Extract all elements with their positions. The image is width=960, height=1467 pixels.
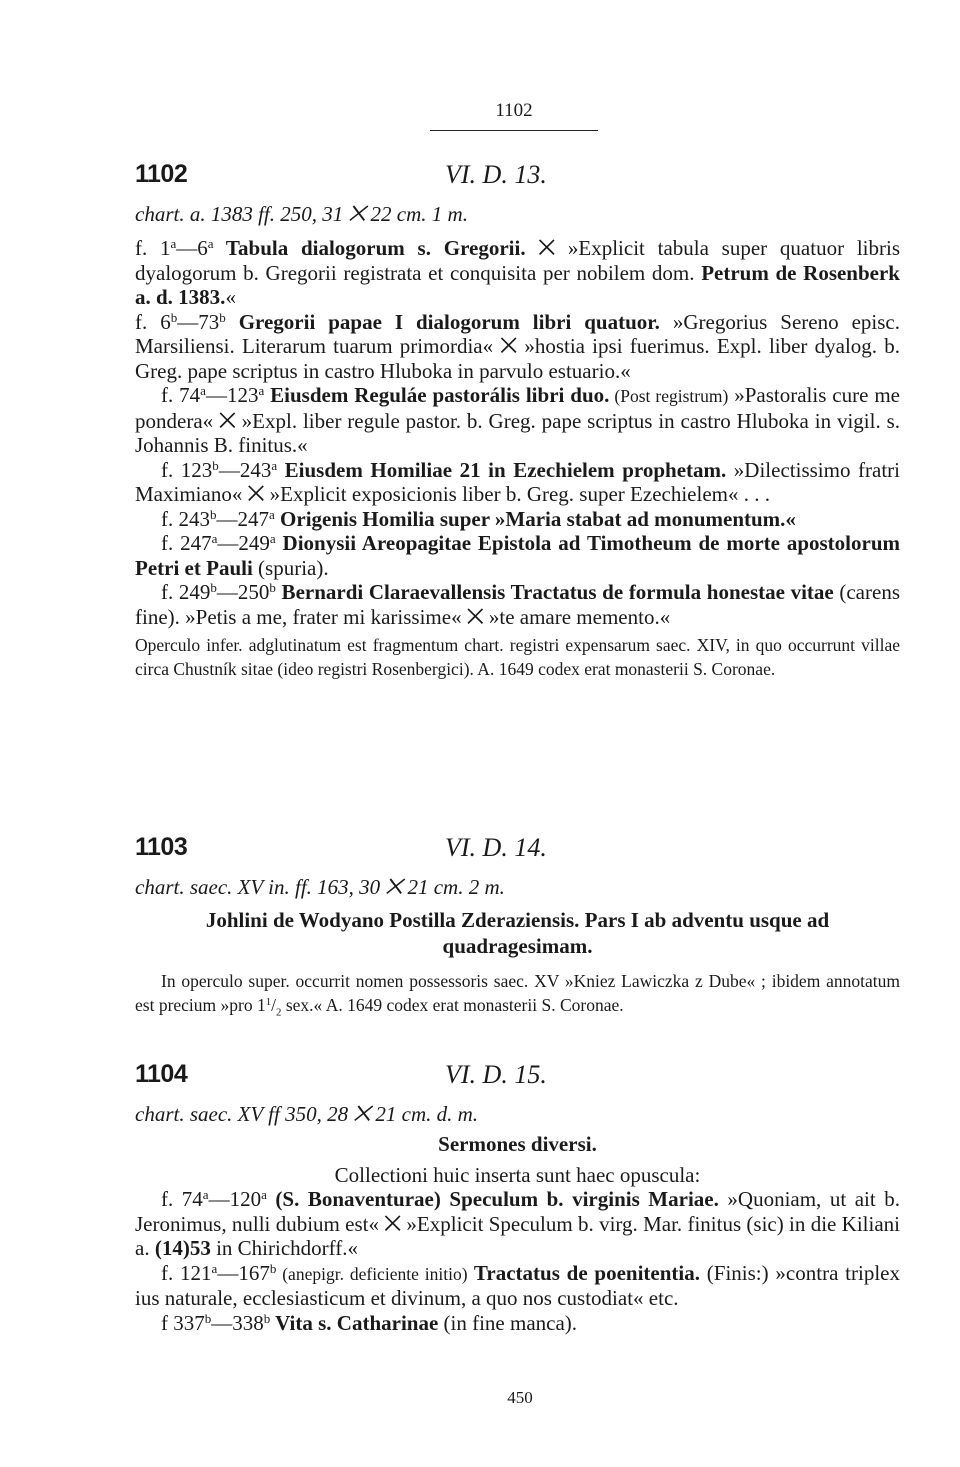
item-title: Vita s. Catharinae [270, 1310, 439, 1335]
item-title: Tractatus de poenitentia. [467, 1260, 701, 1285]
item-title: Gregorii papae I dialogorum libri quatuor. [225, 309, 660, 334]
collection-intro: Collectioni huic inserta sunt haec opuscula: [334, 1162, 701, 1187]
contents [135, 236, 900, 629]
content-item: f. 249$^b$—250$^b$ Bernardi Claraevallensis Tractatus de formula honestae vitae (carens fine). »Petis a me, frater mi karissime« ⨉ »te amare memento.« [135, 579, 900, 629]
entry-1103 [135, 833, 900, 1025]
codex-note: In operculo super. occurrit nomen possessoris saec. XV »Kniez Lawiczka z Dube« ; ibidem annotatum est precium »pro $1^1/_2$ sex.« A. 1649 codex erat monasterii S. Coronae. [135, 971, 900, 1019]
entry-1102 [135, 160, 900, 681]
codex-description: chart. saec. XV ff 350, 28 ⨉ 21 cm. d. m. [135, 1102, 479, 1126]
content-item: f. 243$^b$—247$^a$ Origenis Homilia super »Maria stabat ad monumentum.« [161, 506, 796, 531]
item-title: Dionysii Areopagitae Epistola ad Timotheum de morte apostolorum Petri et Pauli [135, 531, 901, 580]
codex-description: chart. saec. XV in. ff. 163, 30 ⨉ 21 cm. 2 m. [135, 875, 505, 899]
content-item: f 337$^b$—338$^b$ Vita s. Catharinae (in fine manca). [161, 1310, 578, 1335]
item-title: Eiusdem Homiliae 21 in Ezechielem prophetam. [277, 457, 727, 482]
content-item: f. 74$^a$—120$^a$ (S. Bonaventurae) Speculum b. virginis Mariae. »Quoniam, ut ait b. Jeronimus, nulli dubium est« ⨉ »Explicit Speculum b. virg. Mar. finitus (sic) in die Kiliani a. (14)53 in Chirichdorff.« [135, 1186, 900, 1260]
entry-header [135, 1060, 900, 1100]
entry-number: 1103 [135, 833, 188, 861]
shelfmark: VI. D. 13. [445, 160, 547, 189]
item-title: Eiusdem Reguláe pastorális libri duo. [264, 383, 610, 407]
content-item: f. 247$^a$—249$^a$ Dionysii Areopagitae Epistola ad Timotheum de morte apostolorum Petri et Pauli (spuria). [135, 530, 901, 580]
work-title: Sermones diversi. [438, 1132, 597, 1156]
page-number: 450 [507, 1388, 533, 1407]
item-title: (S. Bonaventurae) Speculum b. virginis Mariae. [266, 1187, 719, 1211]
item-title: Tabula dialogorum s. Gregorii. [213, 236, 526, 260]
content-item: f. 6$^b$—73$^b$ Gregorii papae I dialogorum libri quatuor. »Gregorius Sereno episc. Marsiliensi. Literarum tuarum primordia« ⨉ »hostia ipsi fuerimus. Expl. liber dyalog. b. Greg. pape scriptus in castro Hluboka in parvulo estuario.« [135, 309, 900, 383]
work-title: Johlini de Wodyano Postilla Zderaziensis. Pars I ab adventu usque ad quadragesimam. [205, 908, 830, 958]
content-item: f. 121$^a$—167$^b$ (anepigr. deficiente initio) Tractatus de poenitentia. (Finis:) »contra triplex ius naturale, ecclesiasticum et divinum, a quo nos custodiat« etc. [135, 1260, 900, 1310]
codex-description: chart. a. 1383 ff. 250, 31 ⨉ 22 cm. 1 m. [135, 202, 468, 226]
codex-note: Operculo infer. adglutinatum est fragmentum chart. registri expensarum saec. XIV, in quo occurrunt villae circa Chustník sitae (ideo registri Rosenbergici). A. 1649 codex erat monasterii S. Coronae. [135, 635, 900, 679]
content-item: f. 74$^a$—123$^a$ Eiusdem Reguláe pastorális libri duo. (Post registrum) »Pastoralis cure me pondera« ⨉ »Expl. liber regule pastor. b. Greg. pape scriptus in castro Hluboka in vigil. s. Johannis B. finitus.« [135, 382, 900, 457]
shelfmark: VI. D. 15. [445, 1060, 547, 1089]
item-title: Bernardi Claraevallensis Tractatus de formula honestae vitae [275, 580, 834, 604]
entry-number: 1102 [135, 160, 188, 188]
entry-header [135, 160, 900, 200]
item-title: Origenis Homilia super »Maria stabat ad monumentum.« [274, 506, 796, 531]
running-head: 1102 [430, 100, 598, 131]
shelfmark: VI. D. 14. [445, 833, 547, 862]
entry-header [135, 833, 900, 873]
content-item: f. 1$^a$—6$^a$ Tabula dialogorum s. Gregorii. ⨉ »Explicit tabula super quatuor libris dyalogorum b. Gregorii registrata et conquisita per nobilem dom. Petrum de Rosenberk a. d. 1383.« [135, 235, 900, 309]
entry-number: 1104 [135, 1060, 188, 1088]
entry-1104 [135, 1060, 900, 1335]
content-item: f. 123$^b$—243$^a$ Eiusdem Homiliae 21 in Ezechielem prophetam. »Dilectissimo fratri Maximiano« ⨉ »Explicit exposicionis liber b. Greg. super Ezechielem« . . . [135, 457, 900, 506]
